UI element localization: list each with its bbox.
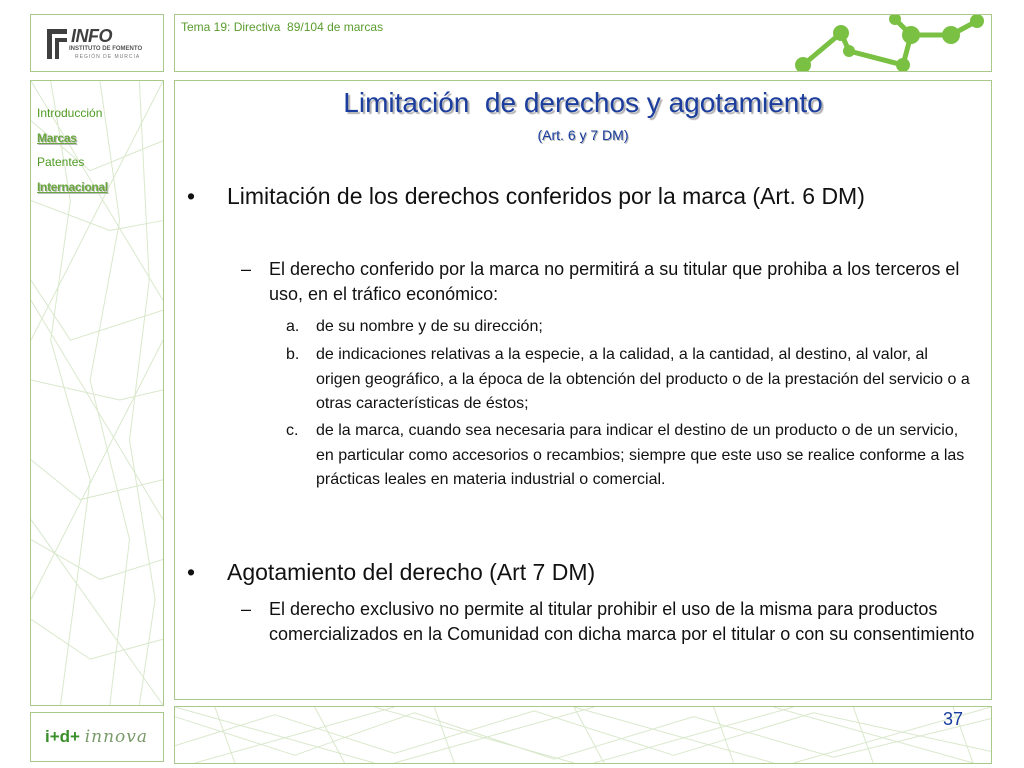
- list-item-b: [286, 343, 976, 417]
- footer-panel: [174, 706, 992, 764]
- list-item-text: de su nombre y de su dirección;: [316, 318, 543, 335]
- list-item-text: de la marca, cuando sea necesaria para indicar el destino de un producto o de un servicio, en particular como accesorios o recambios; siempre que este uso se realice conforme a las prácticas leales en materia industrial o comercial.: [316, 422, 965, 488]
- nav-item-patentes[interactable]: Patentes: [37, 155, 85, 169]
- sub-bullet-derecho: [241, 257, 985, 307]
- logo-panel: [30, 14, 164, 72]
- bullet-text: Limitación de los derechos conferidos por la marca (Art. 6 DM): [227, 183, 865, 209]
- logo-line-2: REGIÓN DE MURCIA: [75, 54, 141, 60]
- nav-panel: [30, 80, 164, 706]
- nav-item-marcas[interactable]: Marcas: [37, 130, 77, 145]
- list-marker: a.: [286, 318, 300, 335]
- dash-marker: –: [241, 259, 252, 279]
- bullet-marker: •: [187, 183, 196, 209]
- idi-innova-logo: [45, 727, 148, 747]
- sub-bullet-text: El derecho conferido por la marca no permitirá a su titular que prohiba a los terceros el uso, en el tráfico económico:: [269, 259, 960, 304]
- list-marker: c.: [286, 422, 299, 439]
- topic-label: Tema 19: Directiva 89/104 de marcas: [181, 20, 384, 34]
- info-logo: [45, 25, 155, 65]
- list-item-text: de indicaciones relativas a la especie, a la calidad, a la cantidad, al destino, al valor, al origen geográfico, a la época de la obtención del producto o de la prestación del servicio o a otras características de éstos;: [316, 346, 970, 412]
- bullet-agotamiento: [187, 557, 967, 588]
- slide-content-panel: [174, 80, 992, 700]
- slide-title: Limitación de derechos y agotamiento: [343, 87, 823, 118]
- list-marker: b.: [286, 346, 300, 363]
- slide-subtitle: (Art. 6 y 7 DM): [537, 127, 629, 143]
- logo-name: INFO: [71, 26, 112, 46]
- molecule-icon: [791, 15, 991, 72]
- nav-item-internacional[interactable]: Internacional: [37, 179, 108, 194]
- bullet-marker: •: [187, 559, 196, 585]
- nav-item-introduccion[interactable]: Introducción: [37, 106, 103, 120]
- dash-marker: –: [241, 599, 252, 619]
- sub-bullet-text: El derecho exclusivo no permite al titular prohibir el uso de la misma para productos comercializados en la Comunidad con dicha marca por el titular o con su consentimiento: [269, 599, 975, 644]
- info-logo-mark-icon: [45, 27, 69, 61]
- logo-line-1: INSTITUTO DE FOMENTO: [69, 46, 143, 52]
- list-item-a: [286, 315, 976, 340]
- list-item-c: [286, 419, 976, 493]
- sub-bullet-exclusivo: [241, 597, 985, 647]
- header-panel: [174, 14, 992, 72]
- brand-panel: [30, 712, 164, 762]
- section-nav: [37, 101, 108, 199]
- bullet-text: Agotamiento del derecho (Art 7 DM): [227, 559, 596, 585]
- brand-innova: innova: [84, 727, 149, 747]
- page-number: 37: [942, 709, 963, 729]
- brand-idi: i+d+: [45, 727, 80, 746]
- mesh-background: [175, 707, 991, 763]
- bullet-limitacion: [187, 181, 967, 212]
